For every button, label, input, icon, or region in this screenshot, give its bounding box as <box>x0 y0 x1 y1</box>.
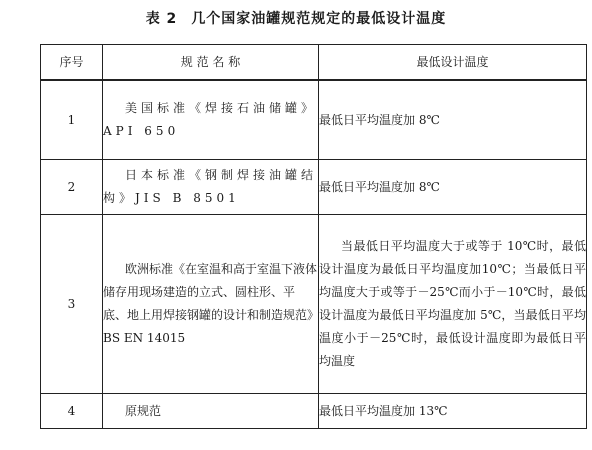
table-title: 几个国家油罐规范规定的最低设计温度 <box>191 11 447 27</box>
table-row <box>41 394 587 429</box>
row-name-text: 美国标准《焊接石油储罐》API 650 <box>103 101 318 138</box>
row-name <box>103 394 319 429</box>
row-temp: 最低日平均温度加 8℃ <box>319 80 587 160</box>
row-name <box>103 160 319 215</box>
row-name-text: 欧洲标准《在室温和高于室温下液体储存用现场建造的立式、圆柱形、平底、地上用焊接钢罐的设计和制造规范》BS EN 14015 <box>103 262 318 345</box>
row-temp: 最低日平均温度加 8℃ <box>319 160 587 215</box>
row-temp-text: 当最低日平均温度大于或等于 10℃时，最低设计温度为最低日平均温度加10℃；当最低日平均温度大于或等于－25℃而小于－10℃时，最低设计温度为最低日平均温度加 5℃，当最低日平均温度小于－25℃时，最低设计温度即为最低日平均温度 <box>319 239 586 368</box>
row-seq: 2 <box>41 160 103 215</box>
row-seq: 3 <box>41 215 103 394</box>
header-temp: 最低设计温度 <box>319 45 587 81</box>
row-seq: 1 <box>41 80 103 160</box>
header-seq: 序号 <box>41 45 103 81</box>
table-row <box>41 160 587 215</box>
table-row <box>41 80 587 160</box>
row-temp: 最低日平均温度加 13℃ <box>319 394 587 429</box>
row-name <box>103 80 319 160</box>
row-name <box>103 215 319 394</box>
row-temp <box>319 215 587 394</box>
table-row <box>41 215 587 394</box>
spec-table <box>40 44 587 429</box>
header-name: 规 范 名 称 <box>103 45 319 81</box>
table-number: 表 2 <box>145 11 178 27</box>
header-row <box>41 45 587 81</box>
table-caption <box>0 8 592 28</box>
row-name-text: 日本标准《钢制焊接油罐结构》JIS B 8501 <box>103 168 318 205</box>
row-seq: 4 <box>41 394 103 429</box>
row-name-text: 原规范 <box>125 403 162 418</box>
